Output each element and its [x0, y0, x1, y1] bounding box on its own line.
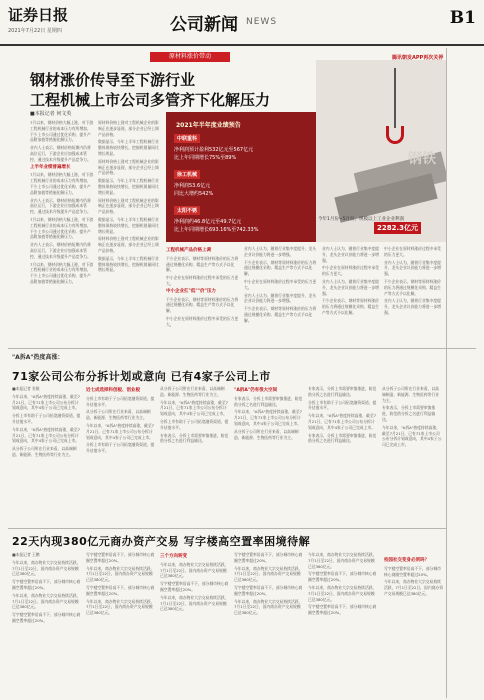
paragraph: 写字楼空置率居高不下，部分城市核心商圈空置率超过20%。 [12, 579, 81, 590]
paragraph: 写字楼空置率居高不下，部分城市核心商圈空置率超过20%。 [160, 581, 229, 592]
infobox-title: 2021年半年度业绩预告 [176, 122, 241, 129]
steel-value: 2282.3亿元 [374, 222, 421, 234]
third-column-1 [12, 552, 82, 696]
paragraph: 不少企业表示，钢材等原材料涨价的压力将通过规模化采购、精益生产等方式予以化解。 [322, 298, 379, 315]
paragraph: 业内人士认为，随着行业集中度提升，龙头企业议价能力将进一步增强。 [322, 246, 379, 263]
lead-headline-line2: 工程机械上市公司多管齐下化解压力 [30, 91, 271, 109]
paragraph: 今年以来，"A拆A"热度持续高涨，截至7月21日，已有71家上市公司公布分拆计划或意向，其中4家子公司已完成上市。 [382, 424, 442, 448]
paragraph: 业内人士认为，随着行业集中度提升，龙头企业议价能力将进一步增强。 [244, 292, 317, 304]
paragraph: 原材料价格上涨对工程机械企业的影响正在逐步显现，部分企业已经上调产品价格。 [98, 197, 159, 215]
lead-kicker: 原材料涨价带动 [150, 52, 230, 62]
paragraph: 不少企业表示，钢材等原材料涨价的压力将通过规模化采购、精益生产等方式予以化解。 [384, 278, 441, 296]
paragraph: 从分拆子公司所在行业来看，以高端制造、新能源、生物医药等行业为主。 [382, 386, 439, 403]
paragraph: 原材料价格上涨对工程机械企业的影响正在逐步显现，部分企业已经上调产品价格。 [98, 158, 159, 176]
forecast-line: 净利润53.6亿元 [174, 183, 211, 189]
forecast-line: 比上年同期增长693.16%至742.33% [174, 227, 259, 233]
paragraph: 7月以来，钢材价格大幅上涨，对下游工程机械行业的成本压力有所增加，不少上市公司通过优化采购、提升产品附加值等措施化解压力。 [30, 172, 94, 195]
paragraph: 今年以来，商办物业大宗交易持续活跃，7月1日至22日，国内商办资产交易规模已达380亿元。 [12, 559, 81, 577]
subhead: 上半年业绩普遍增长 [30, 164, 71, 170]
paragraph: 原材料价格上涨对工程机械企业的影响正在逐步显现，部分企业已经上调产品价格。 [98, 120, 159, 137]
steel-word: 钢铁 [408, 151, 436, 167]
second-column-3 [160, 386, 230, 526]
section-title-en: NEWS [246, 17, 278, 27]
paragraph: 今年以来，商办物业大宗交易持续活跃，7月1日至22日，国内商办资产交易规模已达380亿元。 [234, 565, 303, 583]
paragraph: 今年以来，商办物业大宗交易持续活跃，7月1日至22日，国内商办资产交易规模已达380亿元。 [160, 561, 229, 579]
second-kicker: "A拆A"热度高涨： [12, 354, 64, 361]
paragraph: ■本报记者 王鹏 [12, 552, 40, 557]
paragraph: 不少企业表示，钢材等原材料涨价的压力将通过规模化采购、精益生产等方式予以化解。 [244, 259, 317, 277]
paragraph: 业内人士表示，钢材价格短期内仍将高位运行，下游企业应加强成本管控，通过技术升级提升产品竞争力。 [30, 145, 91, 162]
lead-column-3 [166, 246, 240, 342]
paragraph: 写字楼空置率居高不下，部分城市核心商圈空置率超过20%。 [86, 584, 155, 596]
paragraph: 7月以来，钢材价格大幅上涨，对下游工程机械行业的成本压力有所增加，不少上市公司通过优化采购、提升产品附加值等措施化解压力。 [30, 261, 94, 284]
paragraph: 分拆上市有助于子公司拓宽融资渠道，提升估值水平。 [308, 399, 377, 411]
paragraph: 从分拆子公司所在行业来看，以高端制造、新能源、生物医药等行业为主。 [160, 386, 225, 397]
paragraph: 不少企业表示，钢材等原材料涨价的压力将通过规模化采购、精益生产等方式予以化解。 [166, 296, 239, 314]
paragraph: 业内人士表示，钢材价格短期内仍将高位运行，下游企业应加强成本管控，通过技术升级提升产品竞争力。 [30, 242, 91, 259]
paragraph: 原材料价格上涨对工程机械企业的影响正在逐步显现，部分企业已经上调产品价格。 [98, 236, 159, 253]
paragraph: 专家表示，分拆上市需要审慎推进，防范借分拆之名进行利益输送。 [234, 395, 303, 407]
paragraph: 中小企业在原材料涨价过程中承受的压力更大。 [166, 315, 239, 327]
third-column-4 [234, 552, 304, 696]
paragraph: 专家表示，分拆上市需要审慎推进，防范借分拆之名进行利益输送。 [308, 386, 377, 397]
forecast-line: 净利润预计盈利532亿元至567亿元 [174, 147, 254, 153]
company-badge: 徐工机械 [174, 170, 200, 179]
second-headline: 71家公司公布分拆计划或意向 已有4家子公司上市 [12, 370, 271, 383]
paragraph: 业内人士认为，随着行业集中度提升，龙头企业议价能力将进一步增强。 [322, 278, 379, 296]
paragraph: 业内人士认为，随着行业集中度提升，龙头企业议价能力将进一步增强。 [384, 259, 441, 277]
company-badge: 中联重科 [174, 134, 200, 143]
paragraph: 数据显示，今年上半年工程机械行业整体保持较快增长，挖掘机销量同比增长明显。 [98, 216, 159, 234]
paragraph: 从分拆子公司所在行业来看，以高端制造、新能源、生物医药等行业为主。 [234, 428, 299, 440]
paragraph: 业内人士认为，随着行业集中度提升，龙头企业议价能力将进一步增强。 [244, 246, 317, 257]
paragraph: 今年以来，商办物业大宗交易持续活跃，7月1日至22日，国内商办资产交易规模已达380亿元。 [308, 584, 377, 602]
third-column-5 [308, 552, 378, 696]
paragraph: 今年以来，"A拆A"热度持续高涨，截至7月21日，已有71家上市公司公布分拆计划或意向，其中4家子公司已完成上市。 [12, 426, 81, 444]
paragraph: 今年以来，商办物业大宗交易持续活跃，7月1日至22日，国内商办资产交易规模已达380亿元。 [234, 598, 303, 616]
page-number: B1 [449, 8, 476, 28]
paragraph: 今年以来，商办物业大宗交易持续活跃，7月1日至22日，国内商办资产交易规模已达380亿元。 [160, 594, 229, 612]
third-column-2 [86, 552, 156, 696]
earnings-forecast-box [166, 112, 316, 242]
paragraph: 今年以来，商办物业大宗交易持续活跃，7月1日至22日，国内商办资产交易规模已达380亿元。 [384, 579, 444, 596]
paragraph: 写字楼空置率居高不下，部分城市核心商圈空置率超过20%。 [12, 612, 81, 623]
second-column-1 [12, 386, 82, 526]
lead-headline [30, 70, 270, 110]
second-column-4 [234, 386, 304, 526]
masthead [0, 0, 484, 46]
paragraph: 分拆上市有助于子公司拓宽融资渠道，提升估值水平。 [86, 442, 155, 454]
paragraph: 数据显示，今年上半年工程机械行业整体保持较快增长，挖掘机销量同比增长明显。 [98, 178, 159, 195]
paragraph: 中小企业在原材料涨价过程中承受的压力更大。 [244, 278, 317, 290]
paragraph: 分拆上市有助于子公司拓宽融资渠道，提升估值水平。 [86, 395, 155, 407]
subhead: 校园社交变身必须吗？ [384, 558, 429, 563]
paragraph: 今年以来，"A拆A"热度持续高涨，截至7月21日，已有71家上市公司公布分拆计划或意向，其中4家子公司已完成上市。 [234, 409, 303, 426]
forecast-line: 同比大增约542% [174, 191, 214, 197]
paragraph: 专家表示，分拆上市需要审慎推进，防范借分拆之名进行利益输送。 [382, 405, 436, 422]
paragraph: 分拆上市有助于子公司拓宽融资渠道，提升估值水平。 [12, 413, 81, 424]
paragraph: 7月以来，钢材价格大幅上涨，对下游工程机械行业的成本压力有所增加，不少上市公司通过优化采购、提升产品附加值等措施化解压力。 [30, 120, 94, 143]
paper-name: 证券日报 [8, 6, 69, 24]
paragraph: 今年以来，商办物业大宗交易持续活跃，7月1日至22日，国内商办资产交易规模已达380亿元。 [308, 552, 377, 569]
paragraph: 今年以来，商办物业大宗交易持续活跃，7月1日至22日，国内商办资产交易规模已达380亿元。 [12, 592, 81, 610]
paragraph: 今年以来，"A拆A"热度持续高涨，截至7月21日，已有71家上市公司公布分拆计划或意向，其中4家子公司已完成上市。 [308, 413, 377, 430]
paragraph: 写字楼空置率居高不下，部分城市核心商圈空置率超过20%。 [308, 604, 377, 616]
issue-date: 2021年7月22日 星期四 [8, 28, 62, 34]
lead-byline: ■本报记者 何文英 [30, 111, 72, 117]
subhead: "A拆A"仍有很大空间 [234, 388, 278, 393]
second-column-5 [308, 386, 378, 526]
paragraph: 从分拆子公司所在行业来看，以高端制造、新能源、生物医药等行业为主。 [12, 446, 77, 457]
subhead: 中小企业扛"低""价"压力 [166, 288, 216, 294]
section-title: 公司新闻 [170, 15, 238, 35]
lead-column-4 [244, 246, 318, 342]
paragraph: 写字楼空置率居高不下，部分城市核心商圈空置率超过20%。 [384, 565, 441, 577]
second-column-6 [382, 386, 442, 526]
paragraph: 写字楼空置率居高不下，部分城市核心商圈空置率超过20%。 [308, 571, 377, 583]
forecast-line: 净利润约46.8亿元至49.7亿元 [174, 219, 242, 225]
paragraph: ■本报记者 张敏 [12, 386, 40, 391]
paragraph: 今年以来，商办物业大宗交易持续活跃，7月1日至22日，国内商办资产交易规模已达380亿元。 [86, 598, 155, 616]
paragraph: 今年以来，商办物业大宗交易持续活跃，7月1日至22日，国内商办资产交易规模已达380亿元。 [86, 565, 155, 583]
section-divider [8, 528, 446, 529]
company-badge: 太阳不锈 [174, 206, 200, 215]
steel-caption: 今年1月份~5月份，规模以上工业企业利润 [318, 217, 404, 222]
lead-headline-line1: 钢材涨价传导至下游行业 [30, 71, 196, 89]
paragraph: 数据显示，今年上半年工程机械行业整体保持较快增长，挖掘机销量同比增长明显。 [98, 139, 159, 156]
paragraph: 分拆上市有助于子公司拓宽融资渠道，提升估值水平。 [160, 418, 229, 430]
paragraph: 中小企业在原材料涨价过程中承受的压力更大。 [384, 246, 441, 257]
paragraph: 不少企业表示，钢材等原材料涨价的压力将通过规模化采购、精益生产等方式予以化解。 [244, 306, 317, 323]
paragraph: 写字楼空置率居高不下，部分城市核心商圈空置率超过20%。 [234, 552, 303, 563]
paragraph: 今年以来，"A拆A"热度持续高涨，截至7月21日，已有71家上市公司公布分拆计划或意向，其中4家子公司已完成上市。 [12, 393, 81, 411]
third-headline: 22天内现380亿元商办资产交易 写字楼高空置率困境待解 [12, 535, 311, 548]
second-column-2 [86, 386, 156, 526]
paragraph: 7月以来，钢材价格大幅上涨，对下游工程机械行业的成本压力有所增加，不少上市公司通过优化采购、提升产品附加值等措施化解压力。 [30, 216, 94, 240]
paragraph: 业内人士表示，钢材价格短期内仍将高位运行，下游企业应加强成本管控，通过技术升级提升产品竞争力。 [30, 197, 91, 215]
paragraph: 今年以来，"A拆A"热度持续高涨，截至7月21日，已有71家上市公司公布分拆计划或意向，其中4家子公司已完成上市。 [160, 399, 229, 417]
paragraph: 中小企业在原材料涨价过程中承受的压力更大。 [322, 265, 379, 277]
paragraph: 今年以来，"A拆A"热度持续高涨，截至7月21日，已有71家上市公司公布分拆计划或意向，其中4家子公司已完成上市。 [86, 422, 155, 440]
paragraph: 从分拆子公司所在行业来看，以高端制造、新能源、生物医药等行业为主。 [86, 409, 151, 421]
subhead: 三个方向转变 [160, 554, 187, 559]
paragraph: 中小企业在原材料涨价过程中承受的压力更大。 [166, 275, 239, 286]
paragraph: 数据显示，今年上半年工程机械行业整体保持较快增长，挖掘机销量同比增长明显。 [98, 255, 159, 273]
lead-column-5 [322, 246, 380, 342]
sidebar-column-bottom [384, 556, 444, 696]
third-column-3 [160, 552, 230, 696]
paragraph: 业内人士认为，随着行业集中度提升，龙头企业议价能力将进一步增强。 [384, 298, 441, 315]
paragraph: 不少企业表示，钢材等原材料涨价的压力将通过规模化采购、精益生产等方式予以化解。 [166, 255, 239, 273]
lead-column-1 [30, 120, 94, 342]
sidebar-kicker: 腾讯朝发APP再次关停 [392, 55, 444, 61]
subhead: 工程机械产品价格上调 [166, 248, 211, 253]
paragraph: 专家表示，分拆上市需要审慎推进，防范借分拆之名进行利益输送。 [160, 432, 229, 444]
lead-column-2 [98, 120, 162, 342]
subhead: 近七成选择科创板、创业板 [86, 388, 140, 393]
paragraph: 写字楼空置率居高不下，部分城市核心商圈空置率超过20%。 [234, 584, 303, 596]
forecast-line: 比上年同期增长75%至89% [174, 155, 237, 161]
section-divider [8, 348, 476, 349]
paragraph: 写字楼空置率居高不下，部分城市核心商圈空置率超过20%。 [86, 552, 155, 563]
paragraph: 专家表示，分拆上市需要审慎推进，防范借分拆之名进行利益输送。 [308, 432, 377, 444]
